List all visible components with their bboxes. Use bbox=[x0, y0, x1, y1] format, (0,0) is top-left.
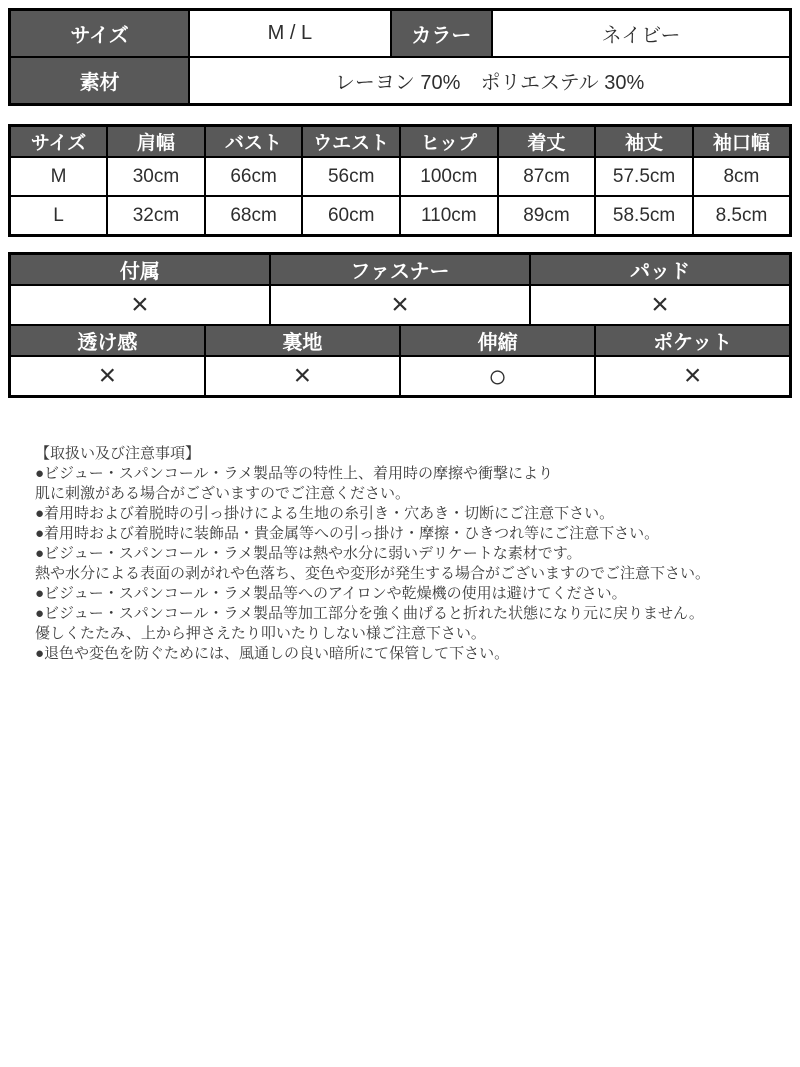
m-shoulder-width: 30cm bbox=[107, 157, 205, 196]
features-header-row-1 bbox=[10, 254, 791, 286]
l-bust: 68cm bbox=[205, 196, 303, 236]
header-waist: ウエスト bbox=[302, 126, 400, 158]
material-header-cell: 素材 bbox=[10, 57, 190, 105]
header-hip: ヒップ bbox=[400, 126, 498, 158]
material-value-cell: レーヨン 70% ポリエステル 30% bbox=[189, 57, 790, 105]
care-note-line: 熱や水分による表面の剥がれや色落ち、変色や変形が発生する場合がございますのでご注意下さい。 bbox=[35, 565, 711, 582]
header-shoulder-width: 肩幅 bbox=[107, 126, 205, 158]
care-note-line: 優しくたたみ、上から押さえたり叩いたりしない様ご注意下さい。 bbox=[35, 625, 486, 642]
care-note-line: ●ビジュー・スパンコール・ラメ製品等は熱や水分に弱いデリケートな素材です。 bbox=[35, 545, 582, 562]
fastener-mark: × bbox=[270, 285, 530, 325]
m-bust: 66cm bbox=[205, 157, 303, 196]
care-note-line: ●ビジュー・スパンコール・ラメ製品等の特性上、着用時の摩擦や衝撃により bbox=[35, 465, 554, 482]
l-cuff-width: 8.5cm bbox=[693, 196, 791, 236]
care-note-line: ●退色や変色を防ぐためには、風通しの良い暗所にて保管して下さい。 bbox=[35, 645, 510, 662]
features-value-row-2 bbox=[10, 356, 791, 397]
m-waist: 56cm bbox=[302, 157, 400, 196]
features-table bbox=[8, 252, 792, 398]
color-value-cell: ネイビー bbox=[492, 10, 790, 58]
l-shoulder-width: 32cm bbox=[107, 196, 205, 236]
measurements-table bbox=[8, 124, 792, 237]
pad-mark: × bbox=[530, 285, 790, 325]
features-header-row-2 bbox=[10, 325, 791, 356]
m-length: 87cm bbox=[498, 157, 596, 196]
product-info-row-2 bbox=[10, 57, 791, 105]
measurements-row-m bbox=[10, 157, 791, 196]
header-sleeve-length: 袖丈 bbox=[595, 126, 693, 158]
care-note-line: ●ビジュー・スパンコール・ラメ製品等へのアイロンや乾燥機の使用は避けてください。 bbox=[35, 585, 627, 602]
care-note-line: ●ビジュー・スパンコール・ラメ製品等加工部分を強く曲げると折れた状態になり元に戻りません。 bbox=[35, 605, 704, 622]
accessories-mark: × bbox=[10, 285, 270, 325]
header-accessories: 付属 bbox=[10, 254, 270, 286]
size-m-cell: M bbox=[10, 157, 108, 196]
size-value-cell: M / L bbox=[189, 10, 390, 58]
care-note-line: 肌に刺激がある場合がございますのでご注意ください。 bbox=[35, 485, 411, 502]
color-header-cell: カラー bbox=[391, 10, 493, 58]
lining-mark: × bbox=[205, 356, 400, 397]
l-hip: 110cm bbox=[400, 196, 498, 236]
header-length: 着丈 bbox=[498, 126, 596, 158]
l-length: 89cm bbox=[498, 196, 596, 236]
size-header-cell: サイズ bbox=[10, 10, 190, 58]
care-note-line: ●着用時および着脱時に装飾品・貴金属等への引っ掛け・摩擦・ひきつれ等にご注意下さい。 bbox=[35, 525, 660, 542]
features-value-row-1 bbox=[10, 285, 791, 325]
m-hip: 100cm bbox=[400, 157, 498, 196]
m-sleeve-length: 57.5cm bbox=[595, 157, 693, 196]
size-l-cell: L bbox=[10, 196, 108, 236]
measurements-row-l bbox=[10, 196, 791, 236]
header-cuff-width: 袖口幅 bbox=[693, 126, 791, 158]
header-sheerness: 透け感 bbox=[10, 325, 205, 356]
pocket-mark: × bbox=[595, 356, 790, 397]
care-note-line: ●着用時および着脱時の引っ掛けによる生地の糸引き・穴あき・切断にご注意下さい。 bbox=[35, 505, 615, 522]
l-sleeve-length: 58.5cm bbox=[595, 196, 693, 236]
stretch-mark: ○ bbox=[400, 356, 595, 397]
care-notes bbox=[8, 444, 792, 664]
product-info-row-1 bbox=[10, 10, 791, 58]
header-pocket: ポケット bbox=[595, 325, 790, 356]
l-waist: 60cm bbox=[302, 196, 400, 236]
header-bust: バスト bbox=[205, 126, 303, 158]
header-fastener: ファスナー bbox=[270, 254, 530, 286]
sheerness-mark: × bbox=[10, 356, 205, 397]
header-stretch: 伸縮 bbox=[400, 325, 595, 356]
care-notes-heading: 【取扱い及び注意事項】 bbox=[35, 445, 201, 462]
header-lining: 裏地 bbox=[205, 325, 400, 356]
measurements-header-row bbox=[10, 126, 791, 158]
header-size: サイズ bbox=[10, 126, 108, 158]
header-pad: パッド bbox=[530, 254, 790, 286]
product-info-table bbox=[8, 8, 792, 106]
m-cuff-width: 8cm bbox=[693, 157, 791, 196]
